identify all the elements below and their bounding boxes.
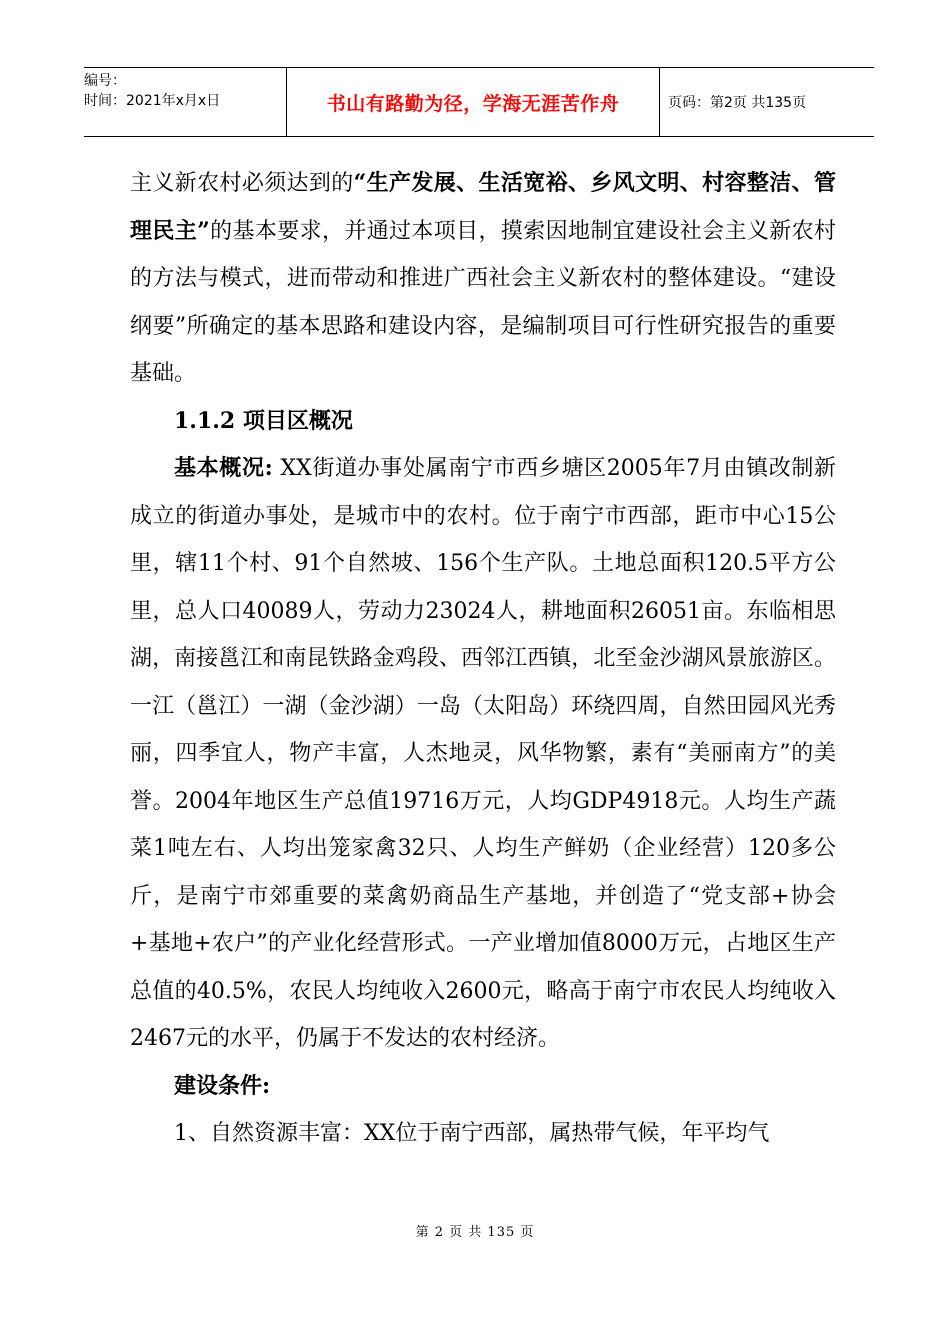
bold-requirements: “生产发展、生活宽裕、乡风文明、村容整洁、管理民主” [130, 170, 836, 244]
overview-label: 基本概况: [174, 455, 273, 481]
paragraph-text: 的基本要求，并通过本项目，摸索因地制宜建设社会主义新农村的方法与模式，进而带动和推进广西社会主义新农村的整体建设。“建设纲要”所确定的基本思路和建设内容，是编制项目可行性研究报告的重要基础。 [130, 218, 836, 386]
section-heading: 1.1.2 项目区概况 [174, 407, 353, 434]
page-footer: 第 2 页 共 135 页 [415, 1225, 535, 1240]
page-header [84, 67, 874, 137]
overview-text: XX街道办事处属南宁市西乡塘区2005年7月由镇改制新成立的街道办事处，是城市中的农村。位于南宁市西部，距市中心15公里，辖11个村、91个自然坡、156个生产队。土地总面积120.5平方公里，总人口40089人，劳动力23024人，耕地面积26051亩。东临相思湖，南接邕江和南昆铁路金鸡段、西邻江西镇，北至金沙湖风景旅游区。一江（邕江）一湖（金沙湖）一岛（太阳岛）环绕四周，自然田园风光秀丽，四季宜人，物产丰富，人杰地灵，风华物繁，素有“美丽南方”的美誉。2004年地区生产总值19716万元，人均GDP4918元。人均生产蔬菜1吨左右、人均出笼家禽32只、人均生产鲜奶（企业经营）120多公斤，是南宁市郊重要的菜禽奶商品生产基地，并创造了“党支部+协会+基地+农户”的产业化经营形式。一产业增加值8000万元，占地区生产总值的40.5%，农民人均纯收入2600元，略高于南宁市农民人均纯收入2467元的水平，仍属于不发达的农村经济。 [130, 456, 836, 1051]
paragraph-text: 主义新农村必须达到的 [130, 171, 354, 196]
sub-heading: 建设条件: [174, 1072, 271, 1099]
paragraph-conditions: 1、自然资源丰富：XX位于南宁西部，属热带气候，年平均气 [174, 1121, 770, 1146]
document-date: 时间：2021年x月x日 [84, 93, 221, 109]
header-motto: 书山有路勤为径，学海无涯苦作舟 [286, 68, 660, 136]
document-number-label: 编号： [84, 73, 126, 89]
document-body [130, 160, 836, 1158]
paragraph-overview [130, 445, 836, 1063]
header-meta [84, 68, 286, 136]
paragraph-requirements [130, 160, 836, 398]
header-page-info: 页码：第2页 共135页 [668, 95, 807, 111]
